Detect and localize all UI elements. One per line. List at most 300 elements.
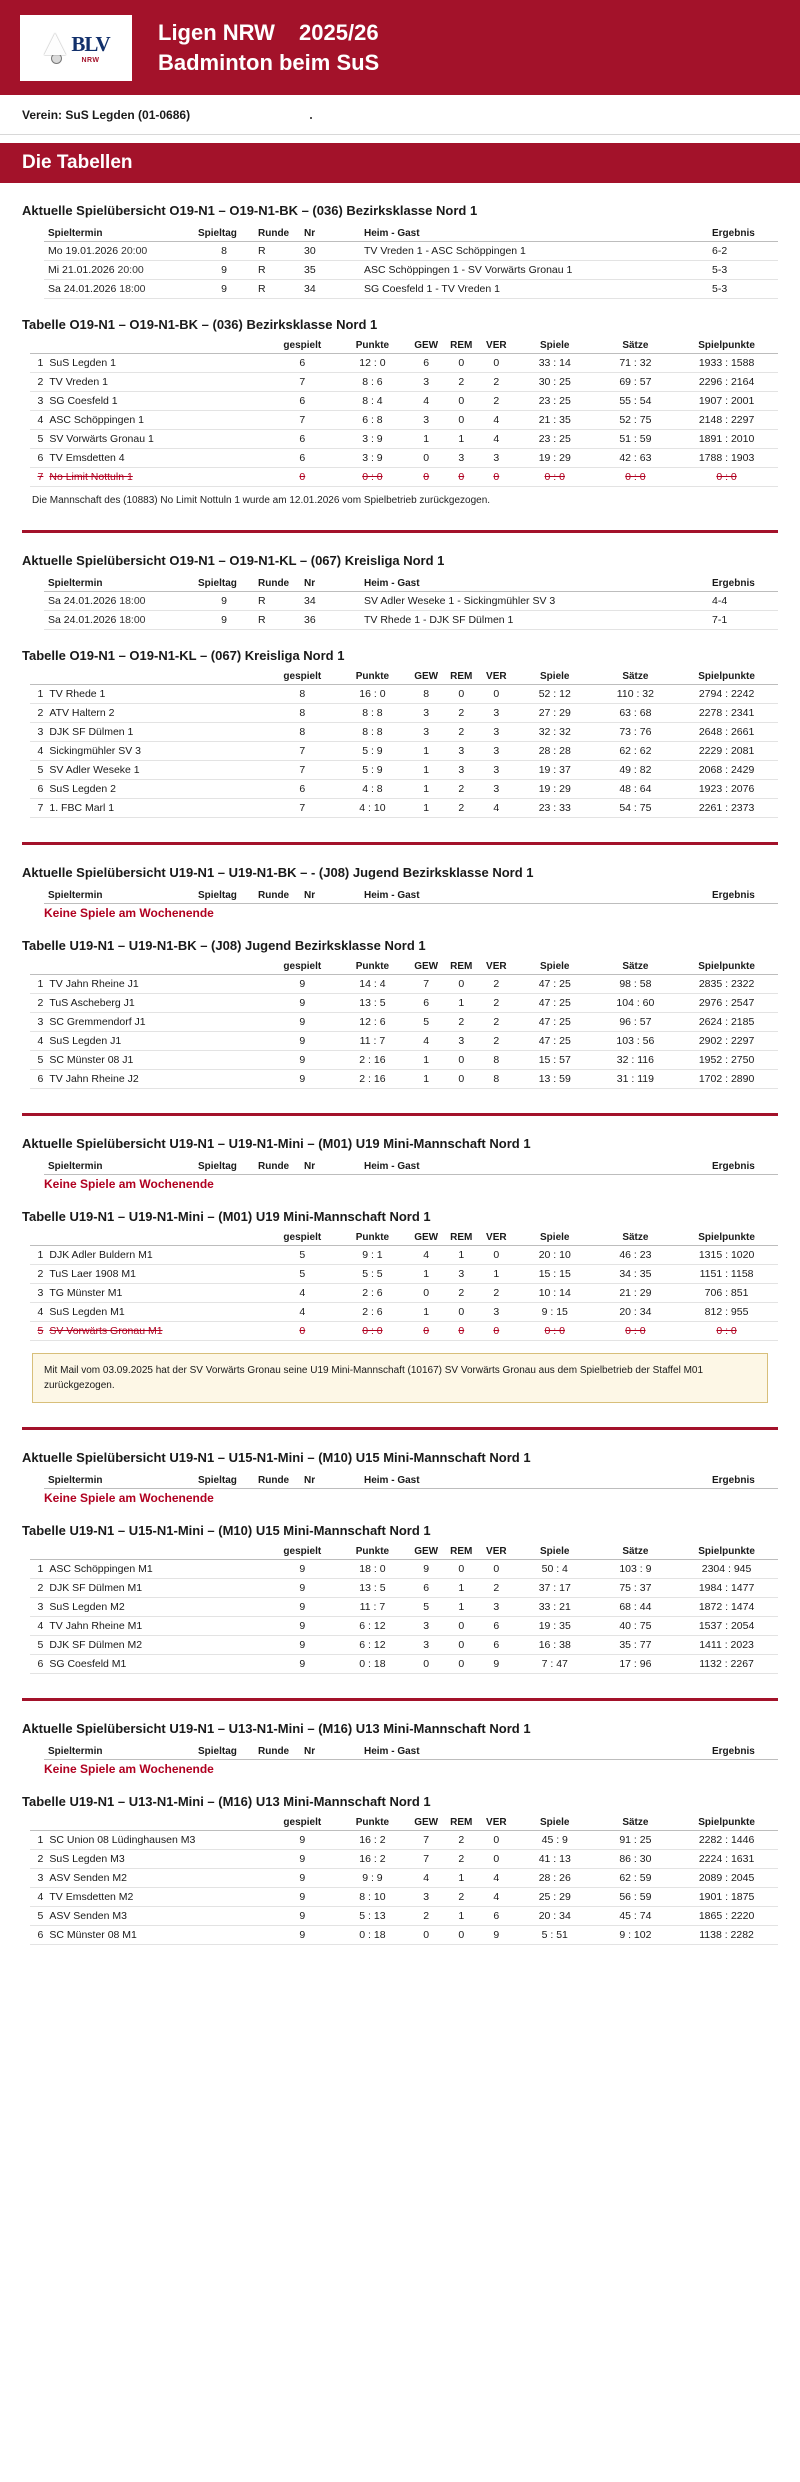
standings-cell-draws: 0 bbox=[444, 1051, 479, 1070]
standings-cell-games: 21 : 35 bbox=[514, 411, 596, 430]
standings-header-cell: Sätze bbox=[596, 959, 675, 975]
standings-cell-points: 0 : 18 bbox=[336, 1655, 408, 1674]
standings-header-cell: Spiele bbox=[514, 1544, 596, 1560]
standings-cell-games: 23 : 25 bbox=[514, 430, 596, 449]
standings-cell-losses: 0 bbox=[479, 1560, 514, 1579]
standings-cell-wins: 1 bbox=[409, 430, 444, 449]
standings-cell-games: 13 : 59 bbox=[514, 1070, 596, 1089]
standings-header-cell bbox=[46, 1544, 268, 1560]
standings-cell-matches-played: 6 bbox=[268, 354, 336, 373]
standings-cell-losses: 0 bbox=[479, 1831, 514, 1850]
standings-cell-team-name: TV Jahn Rheine J1 bbox=[46, 975, 268, 994]
standings-cell-points: 13 : 5 bbox=[336, 1579, 408, 1598]
standings-cell-team-name: TuS Ascheberg J1 bbox=[46, 994, 268, 1013]
season-label: 2025/26 bbox=[299, 19, 379, 45]
standings-row[interactable] bbox=[30, 1850, 778, 1869]
standings-cell-wins: 0 bbox=[409, 468, 444, 487]
standings-row[interactable] bbox=[30, 1831, 778, 1850]
standings-cell-draws: 0 bbox=[444, 1617, 479, 1636]
standings-cell-games: 41 : 13 bbox=[514, 1850, 596, 1869]
standings-header-cell: Spiele bbox=[514, 1230, 596, 1246]
standings-cell-team-name: SuS Legden M2 bbox=[46, 1598, 268, 1617]
standings-cell-losses: 2 bbox=[479, 1579, 514, 1598]
standings-cell-team-name: SuS Legden J1 bbox=[46, 1032, 268, 1051]
standings-header-cell: Punkte bbox=[336, 1230, 408, 1246]
standings-cell-matches-played: 7 bbox=[268, 761, 336, 780]
fixture-date bbox=[44, 261, 194, 280]
standings-cell-wins: 3 bbox=[409, 1617, 444, 1636]
standings-title: Tabelle U19-N1 – U19-N1-Mini – (M01) U19 Mini-Mannschaft Nord 1 bbox=[22, 1209, 431, 1224]
standings-cell-rally-points: 1138 : 2282 bbox=[675, 1926, 778, 1945]
standings-cell-team-name: TG Münster M1 bbox=[46, 1284, 268, 1303]
standings-cell-rally-points: 2296 : 2164 bbox=[675, 373, 778, 392]
standings-cell-rally-points: 2282 : 1446 bbox=[675, 1831, 778, 1850]
standings-cell-team-name: TV Jahn Rheine M1 bbox=[46, 1617, 268, 1636]
standings-cell-matches-played: 9 bbox=[268, 1869, 336, 1888]
standings-cell-draws: 0 bbox=[444, 1303, 479, 1322]
standings-cell-wins: 0 bbox=[409, 1926, 444, 1945]
fixture-time-text: 18:00 bbox=[119, 595, 146, 607]
standings-row[interactable] bbox=[30, 780, 778, 799]
standings-header-cell: VER bbox=[479, 338, 514, 354]
standings-cell-matches-played: 7 bbox=[268, 799, 336, 818]
standings-cell-team-name: No Limit Nottuln 1 bbox=[46, 468, 268, 487]
standings-cell-matches-played: 9 bbox=[268, 1013, 336, 1032]
standings-cell-losses: 3 bbox=[479, 723, 514, 742]
fixtures-header-cell: Ergebnis bbox=[708, 1744, 778, 1760]
standings-header-cell: gespielt bbox=[268, 338, 336, 354]
standings-cell-team-name: ATV Haltern 2 bbox=[46, 704, 268, 723]
fixture-row[interactable] bbox=[44, 611, 778, 630]
standings-row[interactable] bbox=[30, 1869, 778, 1888]
standings-header-cell: Sätze bbox=[596, 1815, 675, 1831]
standings-cell-games: 9 : 15 bbox=[514, 1303, 596, 1322]
standings-cell-team-name: SC Münster 08 J1 bbox=[46, 1051, 268, 1070]
standings-cell-sets: 91 : 25 bbox=[596, 1831, 675, 1850]
standings-cell-losses: 6 bbox=[479, 1617, 514, 1636]
standings-cell-games: 52 : 12 bbox=[514, 685, 596, 704]
standings-cell-rally-points: 1151 : 1158 bbox=[675, 1265, 778, 1284]
standings-cell-draws: 0 bbox=[444, 1560, 479, 1579]
standings-cell-rank: 1 bbox=[30, 354, 46, 373]
standings-header-cell: Spiele bbox=[514, 959, 596, 975]
standings-row[interactable] bbox=[30, 1617, 778, 1636]
standings-row[interactable] bbox=[30, 1926, 778, 1945]
standings-header-cell bbox=[46, 338, 268, 354]
fixture-cell: 36 bbox=[300, 611, 360, 630]
section-divider bbox=[22, 1113, 778, 1116]
standings-cell-wins: 0 bbox=[409, 1322, 444, 1341]
fixtures-header-cell: Heim - Gast bbox=[360, 576, 708, 592]
standings-cell-points: 16 : 2 bbox=[336, 1850, 408, 1869]
standings-cell-wins: 5 bbox=[409, 1598, 444, 1617]
fixture-cell: 35 bbox=[300, 261, 360, 280]
standings-row[interactable] bbox=[30, 449, 778, 468]
standings-cell-losses: 0 bbox=[479, 1322, 514, 1341]
standings-cell-draws: 0 bbox=[444, 1322, 479, 1341]
no-games-notice: Keine Spiele am Wochenende bbox=[44, 1177, 214, 1191]
fixture-row[interactable] bbox=[44, 592, 778, 611]
standings-cell-wins: 6 bbox=[409, 994, 444, 1013]
standings-cell-points: 2 : 6 bbox=[336, 1303, 408, 1322]
fixtures-header-cell: Runde bbox=[254, 1744, 300, 1760]
standings-cell-sets: 34 : 35 bbox=[596, 1265, 675, 1284]
standings-cell-losses: 0 bbox=[479, 1850, 514, 1869]
standings-cell-rank: 1 bbox=[30, 1246, 46, 1265]
standings-header-cell: Sätze bbox=[596, 669, 675, 685]
standings-cell-points: 9 : 1 bbox=[336, 1246, 408, 1265]
standings-cell-draws: 0 bbox=[444, 354, 479, 373]
fixtures-header-cell: Spieltermin bbox=[44, 1159, 194, 1175]
standings-cell-draws: 3 bbox=[444, 1265, 479, 1284]
standings-cell-points: 16 : 2 bbox=[336, 1831, 408, 1850]
standings-cell-rally-points: 1788 : 1903 bbox=[675, 449, 778, 468]
standings-cell-rally-points: 2229 : 2081 bbox=[675, 742, 778, 761]
standings-header-cell bbox=[46, 959, 268, 975]
standings-table bbox=[30, 669, 778, 818]
standings-cell-sets: 46 : 23 bbox=[596, 1246, 675, 1265]
standings-cell-points: 2 : 16 bbox=[336, 1051, 408, 1070]
standings-cell-points: 16 : 0 bbox=[336, 685, 408, 704]
standings-header-cell: gespielt bbox=[268, 1815, 336, 1831]
standings-cell-rank: 3 bbox=[30, 723, 46, 742]
fixtures-header-cell: Ergebnis bbox=[708, 888, 778, 904]
standings-row[interactable] bbox=[30, 354, 778, 373]
standings-header-cell: VER bbox=[479, 1230, 514, 1246]
standings-cell-rank: 3 bbox=[30, 1013, 46, 1032]
standings-cell-rally-points: 1537 : 2054 bbox=[675, 1617, 778, 1636]
standings-cell-team-name: SG Coesfeld M1 bbox=[46, 1655, 268, 1674]
standings-cell-losses: 3 bbox=[479, 761, 514, 780]
standings-title: Tabelle U19-N1 – U13-N1-Mini – (M16) U13 Mini-Mannschaft Nord 1 bbox=[22, 1794, 431, 1809]
standings-cell-points: 13 : 5 bbox=[336, 994, 408, 1013]
standings-cell-wins: 1 bbox=[409, 1051, 444, 1070]
standings-cell-rally-points: 2304 : 945 bbox=[675, 1560, 778, 1579]
fixtures-table bbox=[44, 226, 778, 299]
standings-cell-games: 19 : 29 bbox=[514, 449, 596, 468]
standings-header-cell: REM bbox=[444, 1544, 479, 1560]
standings-cell-losses: 0 bbox=[479, 468, 514, 487]
standings-cell-rank: 5 bbox=[30, 1907, 46, 1926]
standings-cell-team-name: SG Coesfeld 1 bbox=[46, 392, 268, 411]
standings-cell-rank: 2 bbox=[30, 1265, 46, 1284]
standings-cell-draws: 1 bbox=[444, 1246, 479, 1265]
standings-title: Tabelle O19-N1 – O19-N1-KL – (067) Kreisliga Nord 1 bbox=[22, 648, 345, 663]
standings-cell-team-name: 1. FBC Marl 1 bbox=[46, 799, 268, 818]
standings-cell-team-name: ASC Schöppingen 1 bbox=[46, 411, 268, 430]
standings-cell-draws: 1 bbox=[444, 1579, 479, 1598]
standings-cell-matches-played: 9 bbox=[268, 1579, 336, 1598]
page-header bbox=[0, 0, 800, 95]
standings-header-cell bbox=[46, 1230, 268, 1246]
standings-cell-rank: 3 bbox=[30, 1284, 46, 1303]
standings-cell-games: 7 : 47 bbox=[514, 1655, 596, 1674]
fixtures-header-cell: Nr bbox=[300, 576, 360, 592]
standings-cell-losses: 2 bbox=[479, 392, 514, 411]
logo-text: BLV bbox=[71, 31, 110, 56]
league-section bbox=[0, 1721, 800, 1951]
standings-cell-games: 15 : 57 bbox=[514, 1051, 596, 1070]
withdrawal-notice-box: Mit Mail vom 03.09.2025 hat der SV Vorwärts Gronau seine U19 Mini-Mannschaft (10167) SV Vorwärts Gronau aus dem Spielbetrieb der Staffel M01 zurückgezogen. bbox=[32, 1353, 768, 1403]
fixture-cell: R bbox=[254, 242, 300, 261]
sections-container bbox=[0, 203, 800, 1951]
fixtures-header-cell: Ergebnis bbox=[708, 226, 778, 242]
standings-cell-wins: 3 bbox=[409, 411, 444, 430]
standings-cell-matches-played: 9 bbox=[268, 1926, 336, 1945]
fixture-result: 6-2 bbox=[708, 242, 778, 261]
standings-cell-games: 47 : 25 bbox=[514, 1032, 596, 1051]
standings-cell-draws: 2 bbox=[444, 1831, 479, 1850]
fixtures-header-cell: Heim - Gast bbox=[360, 1473, 708, 1489]
separator-dot bbox=[310, 117, 312, 119]
fixtures-table bbox=[44, 576, 778, 630]
section-divider bbox=[22, 530, 778, 533]
fixture-pairing: ASC Schöppingen 1 - SV Vorwärts Gronau 1 bbox=[360, 261, 708, 280]
standings-cell-rank: 4 bbox=[30, 1888, 46, 1907]
standings-cell-team-name: SC Union 08 Lüdinghausen M3 bbox=[46, 1831, 268, 1850]
fixtures-header-cell: Spieltag bbox=[194, 576, 254, 592]
standings-row[interactable] bbox=[30, 1284, 778, 1303]
fixture-result: 5-3 bbox=[708, 261, 778, 280]
standings-cell-team-name: ASV Senden M3 bbox=[46, 1907, 268, 1926]
fixture-row[interactable] bbox=[44, 242, 778, 261]
standings-cell-sets: 55 : 54 bbox=[596, 392, 675, 411]
standings-row[interactable] bbox=[30, 1013, 778, 1032]
standings-cell-matches-played: 9 bbox=[268, 1598, 336, 1617]
standings-row[interactable] bbox=[30, 1560, 778, 1579]
standings-row[interactable] bbox=[30, 723, 778, 742]
standings-row[interactable] bbox=[30, 1265, 778, 1284]
standings-cell-matches-played: 6 bbox=[268, 780, 336, 799]
standings-cell-points: 5 : 5 bbox=[336, 1265, 408, 1284]
standings-header-cell: REM bbox=[444, 1815, 479, 1831]
standings-cell-team-name: DJK Adler Buldern M1 bbox=[46, 1246, 268, 1265]
overview-title: Aktuelle Spielübersicht U19-N1 – U15-N1-Mini – (M10) U15 Mini-Mannschaft Nord 1 bbox=[22, 1450, 531, 1465]
standings-cell-losses: 0 bbox=[479, 1246, 514, 1265]
standings-cell-draws: 1 bbox=[444, 994, 479, 1013]
standings-cell-points: 2 : 6 bbox=[336, 1284, 408, 1303]
standings-cell-sets: 42 : 63 bbox=[596, 449, 675, 468]
section-divider bbox=[22, 1427, 778, 1430]
fixtures-header-cell: Nr bbox=[300, 1159, 360, 1175]
standings-row[interactable] bbox=[30, 1636, 778, 1655]
fixture-row[interactable] bbox=[44, 261, 778, 280]
standings-header-cell: GEW bbox=[409, 338, 444, 354]
standings-row[interactable] bbox=[30, 1303, 778, 1322]
standings-cell-points: 4 : 8 bbox=[336, 780, 408, 799]
standings-cell-games: 15 : 15 bbox=[514, 1265, 596, 1284]
overview-title: Aktuelle Spielübersicht O19-N1 – O19-N1-KL – (067) Kreisliga Nord 1 bbox=[22, 553, 445, 568]
standings-cell-rally-points: 0 : 0 bbox=[675, 1322, 778, 1341]
standings-header-cell: VER bbox=[479, 1815, 514, 1831]
fixture-row[interactable] bbox=[44, 280, 778, 299]
standings-cell-points: 2 : 16 bbox=[336, 1070, 408, 1089]
standings-cell-rank: 7 bbox=[30, 468, 46, 487]
standings-cell-sets: 71 : 32 bbox=[596, 354, 675, 373]
standings-row[interactable] bbox=[30, 373, 778, 392]
standings-cell-matches-played: 8 bbox=[268, 723, 336, 742]
standings-cell-rank: 7 bbox=[30, 799, 46, 818]
standings-cell-sets: 49 : 82 bbox=[596, 761, 675, 780]
standings-cell-team-name: ASV Senden M2 bbox=[46, 1869, 268, 1888]
standings-row[interactable] bbox=[30, 761, 778, 780]
standings-row[interactable] bbox=[30, 1070, 778, 1089]
standings-cell-wins: 6 bbox=[409, 1579, 444, 1598]
standings-cell-sets: 56 : 59 bbox=[596, 1888, 675, 1907]
standings-cell-wins: 0 bbox=[409, 449, 444, 468]
standings-row[interactable] bbox=[30, 994, 778, 1013]
standings-cell-rally-points: 2224 : 1631 bbox=[675, 1850, 778, 1869]
standings-header-cell: VER bbox=[479, 669, 514, 685]
overview-title: Aktuelle Spielübersicht O19-N1 – O19-N1-BK – (036) Bezirksklasse Nord 1 bbox=[22, 203, 478, 218]
standings-cell-points: 12 : 0 bbox=[336, 354, 408, 373]
fixture-time-text: 20:00 bbox=[117, 264, 144, 276]
standings-cell-losses: 2 bbox=[479, 975, 514, 994]
fixture-cell: 8 bbox=[194, 242, 254, 261]
standings-row[interactable] bbox=[30, 685, 778, 704]
standings-cell-rank: 6 bbox=[30, 780, 46, 799]
fixtures-header-cell: Spieltermin bbox=[44, 576, 194, 592]
standings-cell-draws: 0 bbox=[444, 1070, 479, 1089]
standings-row[interactable] bbox=[30, 1032, 778, 1051]
fixtures-table bbox=[44, 1473, 778, 1489]
standings-cell-games: 20 : 10 bbox=[514, 1246, 596, 1265]
standings-cell-losses: 0 bbox=[479, 354, 514, 373]
overview-title: Aktuelle Spielübersicht U19-N1 – U13-N1-Mini – (M16) U13 Mini-Mannschaft Nord 1 bbox=[22, 1721, 531, 1736]
standings-cell-points: 5 : 9 bbox=[336, 761, 408, 780]
fixtures-header-cell: Spieltag bbox=[194, 226, 254, 242]
standings-cell-losses: 2 bbox=[479, 1013, 514, 1032]
standings-row[interactable] bbox=[30, 1907, 778, 1926]
standings-cell-team-name: SuS Legden 1 bbox=[46, 354, 268, 373]
standings-cell-points: 8 : 8 bbox=[336, 704, 408, 723]
standings-header-cell bbox=[30, 959, 46, 975]
standings-title: Tabelle O19-N1 – O19-N1-BK – (036) Bezirksklasse Nord 1 bbox=[22, 317, 378, 332]
standings-cell-rank: 4 bbox=[30, 1032, 46, 1051]
standings-row[interactable] bbox=[30, 742, 778, 761]
standings-header-cell: Sätze bbox=[596, 1544, 675, 1560]
standings-cell-points: 14 : 4 bbox=[336, 975, 408, 994]
standings-cell-rally-points: 812 : 955 bbox=[675, 1303, 778, 1322]
standings-cell-rank: 4 bbox=[30, 1303, 46, 1322]
standings-cell-sets: 52 : 75 bbox=[596, 411, 675, 430]
standings-cell-games: 47 : 25 bbox=[514, 994, 596, 1013]
standings-cell-rally-points: 1984 : 1477 bbox=[675, 1579, 778, 1598]
standings-cell-games: 33 : 14 bbox=[514, 354, 596, 373]
standings-row[interactable] bbox=[30, 392, 778, 411]
standings-cell-sets: 0 : 0 bbox=[596, 468, 675, 487]
standings-cell-games: 27 : 29 bbox=[514, 704, 596, 723]
standings-cell-sets: 9 : 102 bbox=[596, 1926, 675, 1945]
standings-row[interactable] bbox=[30, 430, 778, 449]
standings-cell-rank: 2 bbox=[30, 373, 46, 392]
fixtures-header-cell: Nr bbox=[300, 1744, 360, 1760]
fixture-result: 5-3 bbox=[708, 280, 778, 299]
standings-cell-games: 30 : 25 bbox=[514, 373, 596, 392]
standings-row[interactable] bbox=[30, 468, 778, 487]
standings-header-cell: REM bbox=[444, 1230, 479, 1246]
standings-header-cell: gespielt bbox=[268, 1544, 336, 1560]
standings-row[interactable] bbox=[30, 1655, 778, 1674]
standings-cell-sets: 62 : 59 bbox=[596, 1869, 675, 1888]
standings-header-cell bbox=[30, 338, 46, 354]
standings-cell-wins: 1 bbox=[409, 799, 444, 818]
fixtures-header-cell: Ergebnis bbox=[708, 1159, 778, 1175]
fixtures-header-cell: Heim - Gast bbox=[360, 888, 708, 904]
standings-cell-matches-played: 9 bbox=[268, 1655, 336, 1674]
standings-cell-wins: 1 bbox=[409, 1265, 444, 1284]
standings-row[interactable] bbox=[30, 1051, 778, 1070]
standings-cell-wins: 3 bbox=[409, 1888, 444, 1907]
standings-table bbox=[30, 1815, 778, 1945]
standings-cell-rally-points: 2976 : 2547 bbox=[675, 994, 778, 1013]
standings-cell-matches-played: 0 bbox=[268, 1322, 336, 1341]
standings-row[interactable] bbox=[30, 1888, 778, 1907]
standings-cell-losses: 4 bbox=[479, 1869, 514, 1888]
standings-header-cell bbox=[30, 1544, 46, 1560]
standings-cell-losses: 3 bbox=[479, 449, 514, 468]
standings-cell-draws: 2 bbox=[444, 704, 479, 723]
standings-cell-sets: 54 : 75 bbox=[596, 799, 675, 818]
fixture-cell: R bbox=[254, 261, 300, 280]
standings-cell-sets: 31 : 119 bbox=[596, 1070, 675, 1089]
standings-cell-losses: 2 bbox=[479, 1032, 514, 1051]
standings-cell-draws: 3 bbox=[444, 1032, 479, 1051]
standings-row[interactable] bbox=[30, 1579, 778, 1598]
standings-cell-games: 45 : 9 bbox=[514, 1831, 596, 1850]
standings-cell-losses: 4 bbox=[479, 799, 514, 818]
standings-cell-team-name: SC Gremmendorf J1 bbox=[46, 1013, 268, 1032]
standings-cell-draws: 3 bbox=[444, 742, 479, 761]
standings-row[interactable] bbox=[30, 1598, 778, 1617]
standings-cell-matches-played: 9 bbox=[268, 975, 336, 994]
standings-cell-rank: 1 bbox=[30, 1560, 46, 1579]
fixture-date-text: Mi 21.01.2026 bbox=[48, 264, 115, 276]
spacer bbox=[22, 1945, 778, 1951]
standings-table bbox=[30, 1230, 778, 1341]
standings-row[interactable] bbox=[30, 704, 778, 723]
fixture-cell: 9 bbox=[194, 261, 254, 280]
standings-row[interactable] bbox=[30, 799, 778, 818]
standings-cell-draws: 2 bbox=[444, 1888, 479, 1907]
standings-cell-draws: 2 bbox=[444, 1013, 479, 1032]
standings-cell-wins: 3 bbox=[409, 1636, 444, 1655]
standings-cell-points: 0 : 18 bbox=[336, 1926, 408, 1945]
standings-row[interactable] bbox=[30, 975, 778, 994]
standings-cell-games: 5 : 51 bbox=[514, 1926, 596, 1945]
standings-cell-rally-points: 1865 : 2220 bbox=[675, 1907, 778, 1926]
standings-header-cell: Sätze bbox=[596, 1230, 675, 1246]
standings-cell-points: 5 : 13 bbox=[336, 1907, 408, 1926]
standings-row[interactable] bbox=[30, 1322, 778, 1341]
fixtures-header-cell: Runde bbox=[254, 888, 300, 904]
standings-cell-matches-played: 9 bbox=[268, 994, 336, 1013]
standings-row[interactable] bbox=[30, 411, 778, 430]
standings-cell-draws: 2 bbox=[444, 723, 479, 742]
fixture-result: 4-4 bbox=[708, 592, 778, 611]
standings-cell-draws: 1 bbox=[444, 1598, 479, 1617]
standings-cell-team-name: TV Rhede 1 bbox=[46, 685, 268, 704]
standings-cell-rank: 5 bbox=[30, 761, 46, 780]
standings-cell-sets: 103 : 9 bbox=[596, 1560, 675, 1579]
standings-row[interactable] bbox=[30, 1246, 778, 1265]
standings-cell-draws: 1 bbox=[444, 1907, 479, 1926]
standings-cell-wins: 8 bbox=[409, 685, 444, 704]
standings-cell-games: 28 : 28 bbox=[514, 742, 596, 761]
fixture-cell: 34 bbox=[300, 280, 360, 299]
standings-cell-matches-played: 7 bbox=[268, 373, 336, 392]
standings-header-cell: GEW bbox=[409, 1544, 444, 1560]
